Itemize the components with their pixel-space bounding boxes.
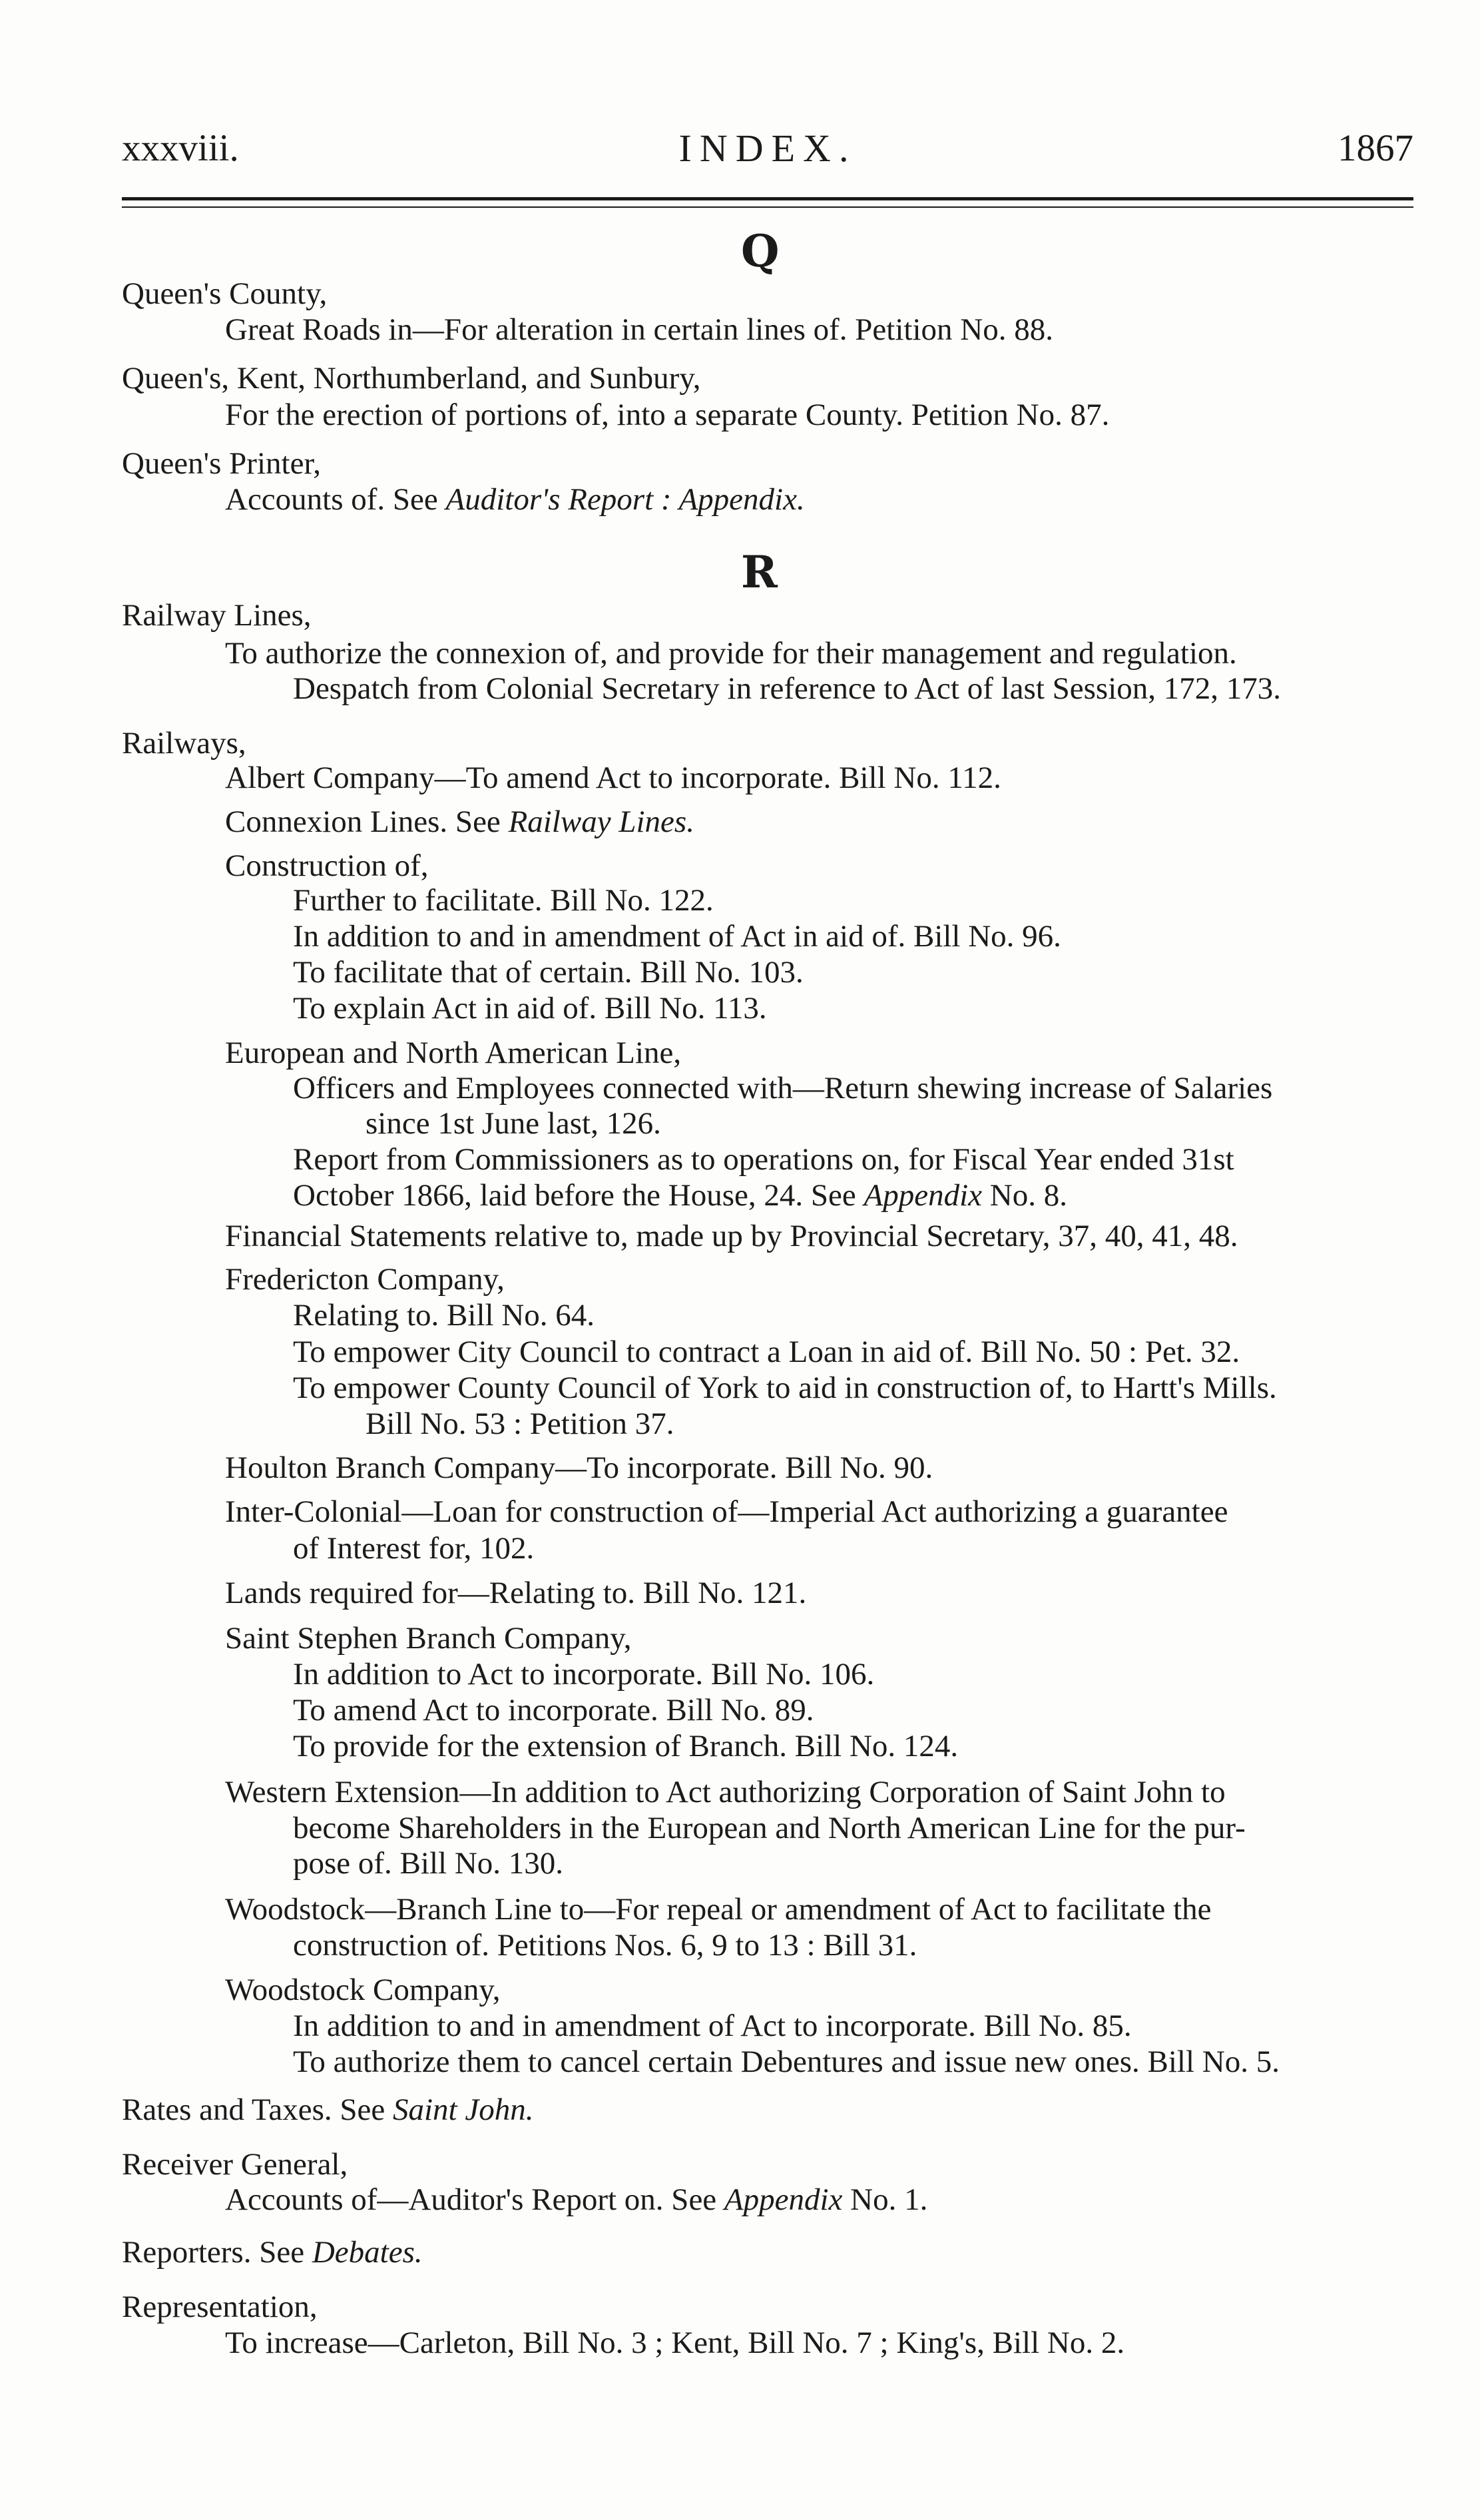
index-entry: Railway Lines, bbox=[122, 598, 312, 633]
index-subentry: Officers and Employees connected with—Return shewing increase of Salaries bbox=[293, 1071, 1273, 1105]
page-title: INDEX. bbox=[678, 127, 857, 170]
page-header bbox=[122, 125, 1413, 185]
index-subentry: To empower County Council of York to aid in construction of, to Hartt's Mills. bbox=[293, 1371, 1277, 1405]
index-entry: Railways, bbox=[122, 726, 246, 761]
index-subentry: In addition to and in amendment of Act to incorporate. Bill No. 85. bbox=[293, 2009, 1132, 2043]
index-subentry: Fredericton Company, bbox=[225, 1262, 505, 1297]
index-subentry: Woodstock Company, bbox=[225, 1973, 501, 2007]
index-subentry: Houlton Branch Company—To incorporate. Bill No. 90. bbox=[225, 1450, 933, 1485]
index-subentry: To explain Act in aid of. Bill No. 113. bbox=[293, 991, 767, 1026]
index-entry: Queen's County, bbox=[122, 276, 328, 311]
index-subentry: Despatch from Colonial Secretary in reference to Act of last Session, 172, 173. bbox=[293, 671, 1282, 706]
index-subentry: European and North American Line, bbox=[225, 1036, 682, 1070]
index-subentry: Western Extension—In addition to Act authorizing Corporation of Saint John to bbox=[225, 1775, 1226, 1809]
header-rule-thin bbox=[122, 206, 1413, 208]
index-subentry: To empower City Council to contract a Loan in aid of. Bill No. 50 : Pet. 32. bbox=[293, 1335, 1240, 1369]
index-subentry: Connexion Lines. See Railway Lines. bbox=[225, 804, 694, 839]
index-subentry: Financial Statements relative to, made up by Provincial Secretary, 37, 40, 41, 48. bbox=[225, 1219, 1238, 1253]
index-subentry: Great Roads in—For alteration in certain lines of. Petition No. 88. bbox=[225, 312, 1053, 347]
index-subentry: For the erection of portions of, into a separate County. Petition No. 87. bbox=[225, 398, 1110, 432]
index-subentry: of Interest for, 102. bbox=[293, 1531, 535, 1566]
index-subentry: pose of. Bill No. 130. bbox=[293, 1846, 564, 1881]
section-letter-q: Q bbox=[741, 225, 780, 277]
index-subentry: Albert Company—To amend Act to incorporate. Bill No. 112. bbox=[225, 761, 1001, 795]
index-subentry: Woodstock—Branch Line to—For repeal or amendment of Act to facilitate the bbox=[225, 1892, 1212, 1927]
index-subentry: construction of. Petitions Nos. 6, 9 to 13 : Bill 31. bbox=[293, 1928, 917, 1963]
index-subentry: To authorize them to cancel certain Debentures and issue new ones. Bill No. 5. bbox=[293, 2045, 1280, 2079]
index-subentry: To amend Act to incorporate. Bill No. 89. bbox=[293, 1693, 814, 1728]
index-entry: Receiver General, bbox=[122, 2147, 348, 2182]
index-subentry: since 1st June last, 126. bbox=[366, 1106, 661, 1141]
index-entry: Rates and Taxes. See Saint John. bbox=[122, 2092, 534, 2127]
index-subentry: Bill No. 53 : Petition 37. bbox=[366, 1407, 674, 1441]
index-subentry: October 1866, laid before the House, 24. See Appendix No. 8. bbox=[293, 1178, 1067, 1213]
index-subentry: Accounts of—Auditor's Report on. See Appendix No. 1. bbox=[225, 2182, 928, 2217]
index-entry: Queen's Printer, bbox=[122, 446, 321, 481]
index-subentry: To authorize the connexion of, and provide for their management and regulation. bbox=[225, 636, 1237, 671]
index-entry: Representation, bbox=[122, 2290, 318, 2324]
index-entry: Reporters. See Debates. bbox=[122, 2235, 423, 2270]
index-subentry: Relating to. Bill No. 64. bbox=[293, 1298, 595, 1333]
index-subentry: To increase—Carleton, Bill No. 3 ; Kent, Bill No. 7 ; King's, Bill No. 2. bbox=[225, 2326, 1125, 2360]
page-number: xxxviii. bbox=[122, 127, 239, 169]
index-entry: Queen's, Kent, Northumberland, and Sunbury, bbox=[122, 361, 701, 396]
index-subentry: In addition to and in amendment of Act in aid of. Bill No. 96. bbox=[293, 919, 1061, 954]
index-subentry: Report from Commissioners as to operations on, for Fiscal Year ended 31st bbox=[293, 1142, 1234, 1177]
header-rule-thick bbox=[122, 197, 1413, 200]
index-subentry: To facilitate that of certain. Bill No. 103. bbox=[293, 955, 804, 990]
index-subentry: In addition to Act to incorporate. Bill No. 106. bbox=[293, 1657, 875, 1692]
index-subentry: Lands required for—Relating to. Bill No. 121. bbox=[225, 1576, 807, 1610]
index-subentry: Accounts of. See Auditor's Report : Appendix. bbox=[225, 482, 805, 517]
page-year: 1867 bbox=[1338, 127, 1413, 169]
index-subentry: Saint Stephen Branch Company, bbox=[225, 1621, 632, 1656]
section-letter-r: R bbox=[741, 546, 778, 598]
index-subentry: To provide for the extension of Branch. Bill No. 124. bbox=[293, 1729, 959, 1763]
index-subentry: Construction of, bbox=[225, 848, 429, 883]
index-subentry: Further to facilitate. Bill No. 122. bbox=[293, 883, 714, 918]
index-subentry: Inter-Colonial—Loan for construction of—Imperial Act authorizing a guarantee bbox=[225, 1494, 1228, 1529]
index-subentry: become Shareholders in the European and North American Line for the pur- bbox=[293, 1811, 1246, 1845]
